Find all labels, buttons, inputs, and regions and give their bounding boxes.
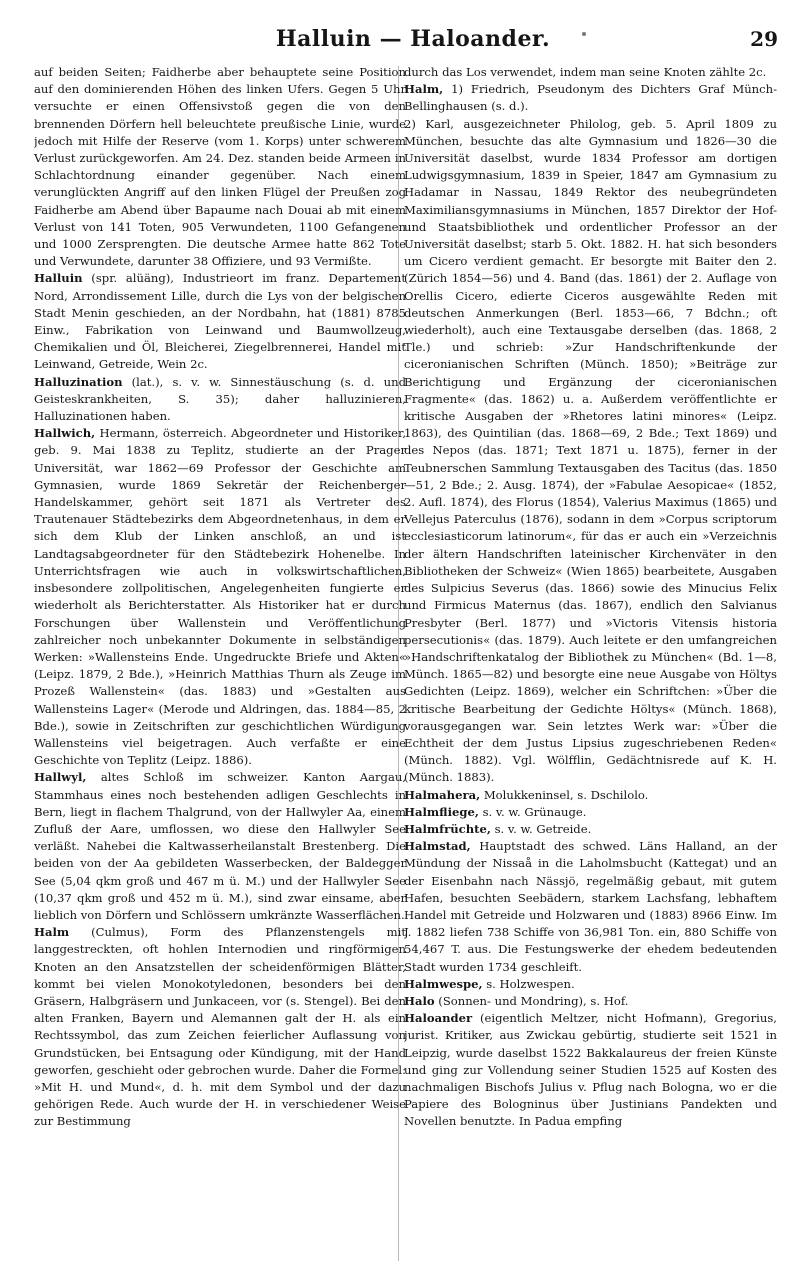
right-column — [404, 64, 777, 1264]
entry — [34, 64, 406, 270]
entry-text: s. v. w. Getreide. — [494, 821, 592, 836]
entry-text: 1) Friedrich, Pseudonym des Dichters Graf Münch-Bellinghausen (s. d.). — [404, 82, 777, 114]
entry — [34, 769, 406, 924]
entry-text: (eigentlich Meltzer, nicht Hofmann), Gregorius, jurist. Kritiker, aus Zwickau gebürtig, studierte seit 1521 in Leipzig, wurde daselbst 1522 Bakkalaureus der freien Künste und ging zur Vollendung seiner Studien 1525 auf Kosten des nachmaligen Bischofs Julius v. Pflug nach Bologna, wo er die Papiere des Bologninus über Justinians Pandekten und Novellen benutzte. In Padua empfing — [404, 1011, 777, 1129]
entry — [34, 425, 406, 769]
entry — [404, 804, 777, 821]
entry — [404, 821, 777, 838]
entry-text: (spr. alüäng), Industrieort im franz. Departement Nord, Arrondissement Lille, durch die Lys von der belgischen Stadt Menin geschieden, an der Nordbahn, hat (1881) 8785 Einw., Fabrikation von Leinwand und Baumwollzeug, Chemikalien und Öl, Bleicherei, Ziegelbrennerei, Handel mit Leinwand, Getreide, Wein 2c. — [34, 271, 406, 372]
entry — [404, 976, 777, 993]
running-title: Halluin — Haloander. — [275, 26, 551, 52]
entry — [404, 116, 777, 787]
page-header — [48, 26, 778, 58]
entry-text: Molukkeninsel, s. Dschilolo. — [483, 787, 649, 802]
entry-headword: Halmstad, — [404, 839, 471, 854]
printing-dot — [582, 32, 586, 36]
entry — [404, 64, 777, 81]
page-number: 29 — [750, 27, 778, 51]
entry — [404, 81, 777, 115]
entry-headword: Halmfrüchte, — [404, 821, 491, 836]
entry — [34, 374, 406, 426]
entry — [34, 270, 406, 373]
entry — [404, 787, 777, 804]
entry-headword: Halm, — [404, 82, 444, 97]
entry-headword: Halluzination — [34, 374, 123, 389]
entry-text: durch das Los verwendet, indem man seine Knoten zählte 2c. — [404, 65, 767, 79]
entry-text: auf beiden Seiten; Faidherbe aber behauptete seine Position auf den dominierenden Höhen des linken Ufers. Gegen 5 Uhr versuchte er einen Offensivstoß gegen die von den brennenden Dörfern hell beleuchtete preußische Linie, wurde jedoch mit Hilfe der Reserve (vom 1. Korps) unter schwerem Verlust zurückgeworfen. Am 24. Dez. standen beide Armeen in Schlachtordnung einander gegenüber. Nach einem verunglückten Angriff auf den linken Flügel der Preußen zog Faidherbe am Abend über Bapaume nach Douai ab mit einem Verlust von 141 Toten, 905 Verwundeten, 1100 Gefangenen und 1000 Zersprengten. Die deutsche Armee hatte 862 Tote und Verwundete, darunter 38 Offiziere, und 93 Vermißte. — [34, 65, 406, 269]
entry-headword: Halmahera, — [404, 787, 481, 802]
entry-text: Hauptstadt des schwed. Läns Halland, an der Mündung der Nissaå in die Laholmsbucht (Kattegat) und an der Eisenbahn nach Nässjö, regelmäßig gebaut, mit gutem Hafen, besuchten Seebädern, starkem Lachsfang, lebhaftem Handel mit Getreide und Holzwaren und (1883) 8966 Einw. Im J. 1882 liefen 738 Schiffe von 36,981 Ton. ein, 880 Schiffe von 54,467 T. aus. Die Festungswerke der ehedem bedeutenden Stadt wurden 1734 geschleift. — [404, 839, 777, 974]
entry — [404, 993, 777, 1010]
entry — [404, 838, 777, 976]
entry-text: Hermann, österreich. Abgeordneter und Historiker, geb. 9. Mai 1838 zu Teplitz, studierte an der Prager Universität, war 1862—69 Professor der Geschichte am Gymnasien, wurde 1869 Sekretär der Reichenberger Handelskammer, gehört seit 1871 als Vertreter des Trautenauer Städtebezirks dem Abgeordnetenhaus, in dem er sich dem Klub der Linken anschloß, an und ist Landtagsabgeordneter für den Städtebezirk Hohenelbe. In Unterrichtsfragen wie auch in volkswirtschaftlichen, insbesondere zollpolitischen, Angelegenheiten fungierte er wiederholt als Berichterstatter. Als Historiker hat er durch Forschungen über Wallenstein und Veröffentlichung zahlreicher noch unbekannter Dokumente in selbständigen Werken: »Wallensteins Ende. Ungedruckte Briefe und Akten« (Leipz. 1879, 2 Bde.), »Heinrich Matthias Thurn als Zeuge im Prozeß Wallenstein« (das. 1883) und »Gestalten aus Wallensteins Lager« (Merode und Aldringen, das. 1884—85, 2 Bde.), sowie in Zeitschriften zur geschichtlichen Würdigung Wallensteins viel beigetragen. Auch verfaßte er eine Geschichte von Teplitz (Leipz. 1886). — [34, 426, 406, 768]
left-column — [34, 64, 406, 1264]
entry-headword: Hallwich, — [34, 426, 96, 441]
entry-text: altes Schloß im schweizer. Kanton Aargau, Stammhaus eines noch bestehenden adligen Geschlechts in Bern, liegt in flachem Thalgrund, von der Hallwyler Aa, einem Zufluß der Aare, umflossen, wo diese den Hallwyler See verläßt. Nahebei die Kaltwasserheilanstalt Brestenberg. Die beiden von der Aa gebildeten Wasserbecken, der Baldegger See (5,04 qkm groß und 467 m ü. M.) und der Hallwyler See (10,37 qkm groß und 452 m ü. M.), sind zwar einsame, aber lieblich von Dörfern und Schlössern umkränzte Wasserflächen. — [34, 770, 406, 922]
entry-headword: Halo — [404, 993, 435, 1008]
entry-headword: Hallwyl, — [34, 770, 87, 785]
entry-text: s. v. w. Grünauge. — [482, 804, 587, 819]
entry-text: 2) Karl, ausgezeichneter Philolog, geb. 5. April 1809 zu München, besuchte das alte Gymnasium und 1826—30 die Universität daselbst, wurde 1834 Professor am dortigen Ludwigsgymnasium, 1839 in Speier, 1847 am Gymnasium zu Hadamar in Nassau, 1849 Rektor des neubegründeten Maximiliansgymnasiums in München, 1857 Direktor der Hof- und Staatsbibliothek und ordentlicher Professor an der Universität daselbst; starb 5. Okt. 1882. H. hat sich besonders um Cicero verdient gemacht. Er besorgte mit Baiter den 2. (Zürich 1854—56) und 4. Band (das. 1861) der 2. Auflage von Orellis Cicero, edierte Ciceros ausgewählte Reden mit deutschen Anmerkungen (Berl. 1853—66, 7 Bdchn.; oft wiederholt), auch eine Textausgabe derselben (das. 1868, 2 Tle.) und schrieb: »Zur Handschriftenkunde der ciceronianischen Schriften (Münch. 1850); »Beiträge zur Berichtigung und Ergänzung der ciceronianischen Fragmente« (das. 1862) u. a. Außerdem veröffentlichte er kritische Ausgaben der »Rhetores latini minores« (Leipz. 1863), des Quintilian (das. 1868—69, 2 Bde.; Text 1869) und des Nepos (das. 1871; Text 1871 u. 1875), ferner in der Teubnerschen Sammlung Textausgaben des Tacitus (das. 1850—51, 2 Bde.; 2. Ausg. 1874), der »Fabulae Aesopicae« (1852, 2. Aufl. 1874), des Florus (1854), Valerius Maximus (1865) und Vellejus Paterculus (1876), sodann in dem »Corpus scriptorum ecclesiasticorum latinorum«, für das er auch ein »Verzeichnis der ältern Handschriften lateinischer Kirchenväter in den Bibliotheken der Schweiz« (Wien 1865) bearbeitete, Ausgaben des Sulpicius Severus (das. 1866) sowie des Minucius Felix und Firmicus Maternus (das. 1867), endlich den Salvianus Presbyter (Berl. 1877) und »Victoris Vitensis historia persecutionis« (das. 1879). Auch leitete er den umfangreichen »Handschriftenkatalog der Bibliothek zu München« (Bd. 1—8, Münch. 1865—82) und besorgte eine neue Ausgabe von Höltys Gedichten (Leipz. 1869), welcher ein Schriftchen: »Über die kritische Bearbeitung der Gedichte Höltys« (Münch. 1868), vorausgegangen war. Sein letztes Werk war: »Über die Echtheit der dem Justus Lipsius zugeschriebenen Reden« (Münch. 1882). Vgl. Wölfflin, Gedächtnisrede auf K. H. (Münch. 1883). — [404, 116, 777, 785]
entry-headword: Halluin — [34, 271, 83, 286]
entry-text: (Culmus), Form des Pflanzenstengels mit langgestreckten, oft hohlen Internodien und ringförmigen Knoten an den Ansatzstellen der scheidenförmigen Blätter, kommt bei vielen Monokotyledonen, besonders bei den Gräsern, Halbgräsern und Junkaceen, vor (s. Stengel). Bei den alten Franken, Bayern und Alemannen galt der H. als ein Rechtssymbol, das zum Zeichen feierlicher Auflassung von Grundstücken, bei Entsagung oder Kündigung, mit der Hand geworfen, geschieht oder gebrochen wurde. Daher die Formel: »Mit H. und Mund«, d. h. mit dem Symbol und der dazu gehörigen Rede. Auch wurde der H. in verschiedener Weise zur Bestimmung — [34, 925, 406, 1129]
entry-headword: Halmwespe, — [404, 976, 483, 991]
entry-headword: Halm — [34, 925, 70, 940]
entry-text: (lat.), s. v. w. Sinnestäuschung (s. d. und Geisteskrankheiten, S. 35); daher halluzinieren, Halluzinationen haben. — [34, 374, 406, 424]
entry — [404, 1010, 777, 1130]
entry-headword: Haloander — [404, 1011, 473, 1026]
entry — [34, 924, 406, 1130]
entry-headword: Halmfliege, — [404, 804, 479, 819]
entry-text: s. Holzwespen. — [486, 976, 575, 991]
entry-text: (Sonnen- und Mondring), s. Hof. — [438, 993, 629, 1008]
